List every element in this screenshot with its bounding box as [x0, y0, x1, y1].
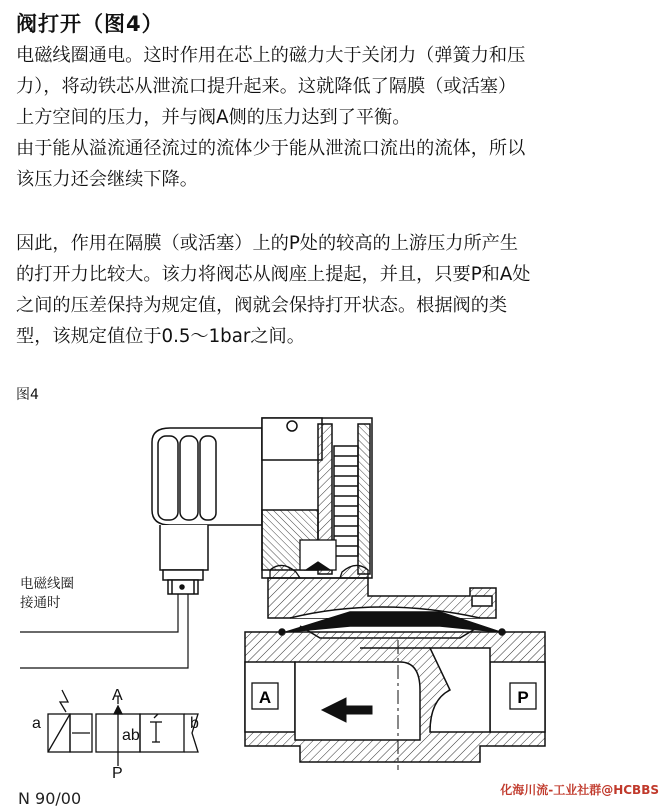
text-line: 的打开力比较大。该力将阀芯从阀座上提起，并且，只要P和A处 [16, 264, 531, 285]
symbol-label-b: b [190, 715, 199, 732]
symbol-label-A: A [112, 687, 123, 704]
text-line: 力），将动铁芯从泄流口提升起来。这就降低了隔膜（或活塞） [16, 76, 517, 97]
section-title: 阀打开（图4） [16, 12, 164, 36]
valve-body [245, 632, 545, 770]
text-line: 之间的压差保持为规定值，阀就会保持打开状态。根据阀的类 [16, 295, 508, 316]
watermark: 化海川流-工业社群@HCBBS [500, 783, 659, 797]
symbol-label-ab: ab [122, 727, 140, 744]
text-line: 型，该规定值位于0.5～1bar之间。 [16, 326, 305, 347]
paragraph-2 [16, 228, 660, 352]
text-line: 由于能从溢流通径流过的流体少于能从泄流口流出的流体，所以 [16, 138, 526, 159]
symbol-label-P: P [112, 765, 123, 782]
text-line: 电磁线圈通电。这时作用在芯上的磁力大于关闭力（弹簧力和压 [16, 45, 526, 66]
connector-plug [152, 428, 262, 594]
port-P-label: P [517, 688, 529, 707]
coil-energized-label [20, 575, 74, 613]
text-line: 该压力还会继续下降。 [16, 169, 198, 190]
coil-label-line: 电磁线圈 [20, 576, 74, 592]
valve-symbol-labels [32, 687, 199, 782]
port-A-label: A [258, 688, 272, 707]
figure-label: 图4 [16, 387, 39, 403]
symbol-label-a: a [32, 715, 41, 732]
paragraph-1 [16, 40, 660, 195]
coil-label-line: 接通时 [20, 595, 61, 611]
text-line: 上方空间的压力，并与阀A侧的压力达到了平衡。 [16, 107, 411, 128]
text-line: 因此，作用在隔膜（或活塞）上的P处的较高的上游压力所产生 [16, 233, 519, 254]
bottom-cut-text: N 90/00 [18, 789, 82, 808]
valve-cross-section-diagram [0, 400, 669, 800]
